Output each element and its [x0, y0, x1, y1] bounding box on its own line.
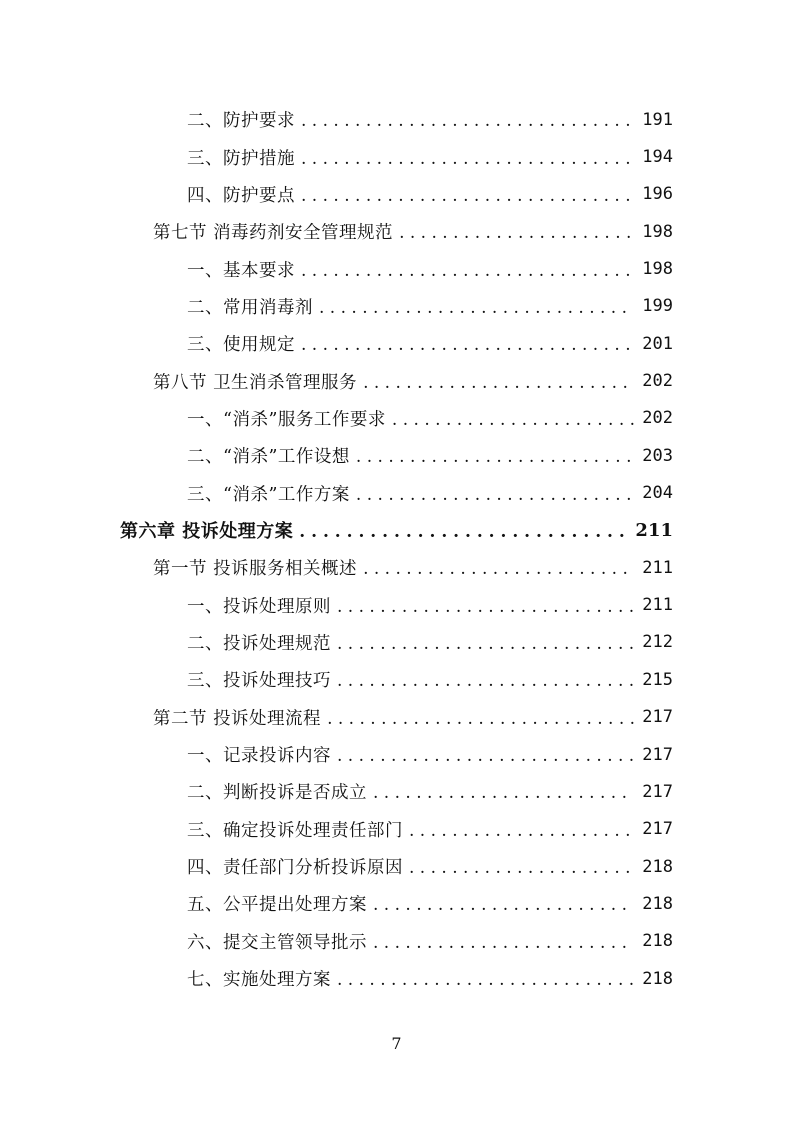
toc-leader-dots — [301, 184, 634, 205]
toc-leader-dots — [337, 669, 634, 690]
toc-entry-page: 198 — [642, 259, 673, 280]
toc-subsection-entry[interactable] — [0, 661, 793, 698]
toc-subsection-entry[interactable] — [0, 138, 793, 175]
toc-entry-page: 194 — [642, 147, 673, 168]
page-number: 7 — [391, 1034, 402, 1053]
toc-entry-title: 第八节 卫生消杀管理服务 — [153, 372, 358, 393]
toc-leader-dots — [337, 632, 634, 653]
toc-entry-page: 202 — [642, 371, 673, 392]
toc-leader-dots — [363, 371, 634, 392]
toc-entry-title: 二、防护要求 — [187, 111, 295, 132]
toc-entry-title: 二、“消杀”工作设想 — [187, 447, 350, 468]
toc-leader-dots — [301, 333, 634, 354]
toc-leader-dots — [319, 296, 634, 317]
toc-entry-title: 一、“消杀”服务工作要求 — [187, 409, 386, 430]
toc-subsection-entry[interactable] — [0, 101, 793, 138]
toc-entry-title: 六、提交主管领导批示 — [187, 932, 367, 953]
toc-entry-title: 第一节 投诉服务相关概述 — [153, 559, 358, 580]
toc-subsection-entry[interactable] — [0, 400, 793, 437]
toc-subsection-entry[interactable] — [0, 885, 793, 922]
toc-entry-page: 201 — [642, 333, 673, 354]
toc-subsection-entry[interactable] — [0, 848, 793, 885]
toc-subsection-entry[interactable] — [0, 474, 793, 511]
toc-entry-page: 217 — [642, 707, 673, 728]
toc-subsection-entry[interactable] — [0, 437, 793, 474]
toc-subsection-entry[interactable] — [0, 960, 793, 997]
toc-entry-title: 三、确定投诉处理责任部门 — [187, 820, 403, 841]
toc-subsection-entry[interactable] — [0, 811, 793, 848]
toc-entry-title: 第七节 消毒药剂安全管理规范 — [153, 223, 394, 244]
toc-leader-dots — [337, 744, 634, 765]
toc-subsection-entry[interactable] — [0, 773, 793, 810]
toc-leader-dots — [392, 408, 634, 429]
toc-subsection-entry[interactable] — [0, 736, 793, 773]
toc-subsection-entry[interactable] — [0, 586, 793, 623]
toc-entry-page: 202 — [642, 408, 673, 429]
toc-subsection-entry[interactable] — [0, 325, 793, 362]
toc-section-entry[interactable] — [0, 549, 793, 586]
toc-entry-page: 212 — [642, 632, 673, 653]
toc-leader-dots — [409, 819, 634, 840]
toc-leader-dots — [337, 968, 634, 989]
toc-entry-page: 218 — [642, 893, 673, 914]
toc-leader-dots — [373, 781, 634, 802]
toc-entry-page: 211 — [642, 595, 673, 616]
toc-leader-dots — [327, 707, 634, 728]
toc-leader-dots — [301, 147, 634, 168]
table-of-contents — [0, 101, 793, 997]
toc-entry-title: 四、责任部门分析投诉原因 — [187, 858, 403, 879]
toc-subsection-entry[interactable] — [0, 288, 793, 325]
toc-subsection-entry[interactable] — [0, 176, 793, 213]
toc-section-entry[interactable] — [0, 213, 793, 250]
toc-entry-page: 203 — [642, 445, 673, 466]
toc-entry-title: 第六章 投诉处理方案 — [120, 521, 294, 543]
toc-leader-dots — [409, 856, 634, 877]
toc-leader-dots — [373, 893, 634, 914]
toc-entry-title: 二、投诉处理规范 — [187, 633, 331, 654]
toc-entry-page: 198 — [642, 221, 673, 242]
toc-entry-title: 一、记录投诉内容 — [187, 746, 331, 767]
toc-entry-page: 217 — [642, 781, 673, 802]
toc-entry-page: 204 — [642, 483, 673, 504]
toc-section-entry[interactable] — [0, 362, 793, 399]
toc-entry-page: 217 — [642, 744, 673, 765]
toc-leader-dots — [399, 221, 634, 242]
toc-entry-page: 218 — [642, 856, 673, 877]
toc-entry-page: 196 — [642, 184, 673, 205]
toc-entry-page: 191 — [642, 109, 673, 130]
toc-entry-title: 二、常用消毒剂 — [187, 297, 313, 318]
toc-leader-dots — [299, 520, 627, 541]
toc-leader-dots — [373, 931, 634, 952]
toc-leader-dots — [301, 109, 634, 130]
toc-leader-dots — [356, 445, 634, 466]
toc-subsection-entry[interactable] — [0, 624, 793, 661]
toc-entry-page: 211 — [642, 557, 673, 578]
toc-entry-title: 一、投诉处理原则 — [187, 596, 331, 617]
toc-entry-title: 三、防护措施 — [187, 148, 295, 169]
toc-leader-dots — [301, 259, 634, 280]
toc-entry-title: 第二节 投诉处理流程 — [153, 708, 322, 729]
toc-entry-page: 217 — [642, 819, 673, 840]
toc-entry-page: 199 — [642, 296, 673, 317]
toc-entry-title: 三、“消杀”工作方案 — [187, 484, 350, 505]
toc-entry-title: 五、公平提出处理方案 — [187, 895, 367, 916]
toc-section-entry[interactable] — [0, 699, 793, 736]
toc-entry-page: 218 — [642, 968, 673, 989]
toc-entry-title: 二、判断投诉是否成立 — [187, 783, 367, 804]
toc-leader-dots — [337, 595, 634, 616]
toc-entry-title: 一、基本要求 — [187, 260, 295, 281]
toc-entry-title: 三、投诉处理技巧 — [187, 671, 331, 692]
toc-chapter-entry[interactable] — [0, 512, 793, 549]
toc-subsection-entry[interactable] — [0, 923, 793, 960]
toc-entry-page: 211 — [635, 519, 673, 541]
toc-entry-title: 七、实施处理方案 — [187, 970, 331, 991]
toc-leader-dots — [356, 483, 634, 504]
toc-entry-title: 三、使用规定 — [187, 335, 295, 356]
toc-entry-page: 215 — [642, 669, 673, 690]
toc-leader-dots — [363, 557, 634, 578]
toc-entry-page: 218 — [642, 931, 673, 952]
toc-subsection-entry[interactable] — [0, 250, 793, 287]
toc-entry-title: 四、防护要点 — [187, 185, 295, 206]
